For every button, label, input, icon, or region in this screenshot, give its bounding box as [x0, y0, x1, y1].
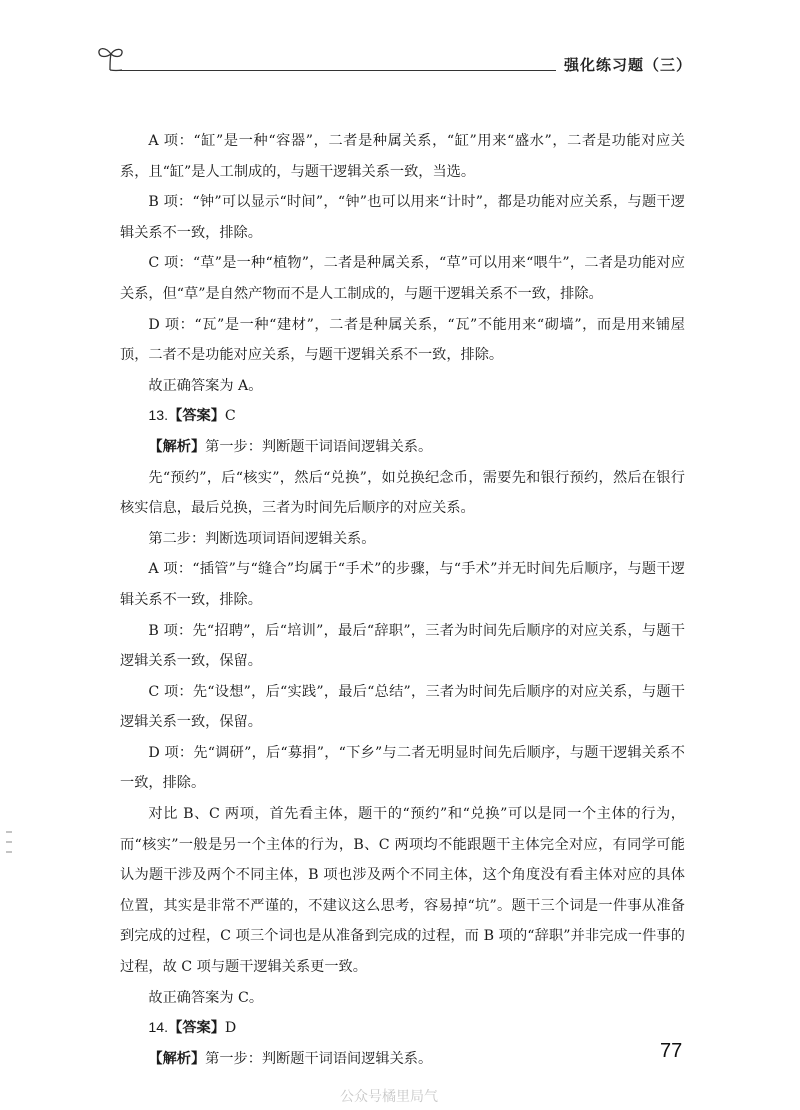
q13-answer-line [120, 401, 685, 432]
q13-paragraph: D 项：先“调研”，后“募捐”，“下乡”与二者无明显时间先后顺序，与题干逻辑关系不一致，排除。 [120, 744, 685, 792]
q13-step1: 第一步：判断题干词语间逻辑关系。 [205, 438, 433, 455]
q14-answer-line [120, 1013, 685, 1044]
q13-answer-tag: 【答案】 [168, 408, 225, 425]
page-content [120, 126, 685, 1074]
q13-paragraph: A 项：“插管”与“缝合”均属于“手术”的步骤，与“手术”并无时间先后顺序，与题干逻辑关系不一致，排除。 [120, 561, 685, 608]
q13-analysis-tag: 【解析】 [148, 438, 206, 455]
option-b-explanation: B 项：“钟”可以显示“时间”，“钟”也可以用来“计时”，都是功能对应关系，与题干逻辑关系不一致，排除。 [120, 194, 685, 241]
q13-conclusion: 故正确答案为 C。 [148, 989, 264, 1006]
q13-answer: C [224, 408, 236, 425]
page-number: 77 [660, 1040, 683, 1062]
q14-analysis-tag: 【解析】 [148, 1050, 206, 1067]
header-rule [118, 70, 556, 71]
q13-paragraph: 对比 B、C 两项，首先看主体，题干的“预约”和“兑换”可以是同一个主体的行为，而“核实”一般是另一个主体的行为，B、C 两项均不能跟题干主体完全对应，有同学可能认为题干涉及两个不同主体，B 项也涉及两个不同主体，这个角度没有看主体对应的具体位置，其实是非常不严谨的，不建议这么思考，容易掉“坑”。题干三个词是一件事从准备到完成的过程，C 项三个词也是从准备到完成的过程，而 B 项的“辞职”并非完成一件事的过程，故 C 项与题干逻辑关系更一致。 [120, 806, 685, 976]
option-c-explanation: C 项：“草”是一种“植物”，二者是种属关系，“草”可以用来“喂牛”，二者是功能对应关系，但“草”是自然产物而不是人工制成的，与题干逻辑关系不一致，排除。 [120, 255, 685, 302]
q13-number: 13. [148, 408, 169, 425]
watermark: 公众号橘里局气 [340, 1089, 438, 1105]
q14-number: 14. [148, 1020, 169, 1037]
crop-marks [4, 830, 14, 860]
header-title: 强化练习题（三） [563, 56, 692, 74]
q14-step1: 第一步：判断题干词语间逻辑关系。 [205, 1050, 433, 1067]
q13-analysis-line [120, 432, 685, 463]
q14-analysis-line [120, 1044, 685, 1075]
sprout-icon [96, 40, 126, 74]
q13-paragraph: 先“预约”，后“核实”，然后“兑换”，如兑换纪念币，需要先和银行预约，然后在银行核实信息，最后兑换，三者为时间先后顺序的对应关系。 [120, 469, 685, 517]
q13-paragraph: 第二步：判断选项词语间逻辑关系。 [148, 530, 376, 547]
q13-paragraph: C 项：先“设想”，后“实践”，最后“总结”，三者为时间先后顺序的对应关系，与题干逻辑关系一致，保留。 [120, 683, 685, 731]
option-a-explanation: A 项：“缸”是一种“容器”，二者是种属关系，“缸”用来“盛水”，二者是功能对应关系，且“缸”是人工制成的，与题干逻辑关系一致，当选。 [120, 133, 685, 180]
q13-paragraph: B 项：先“招聘”，后“培训”，最后“辞职”，三者为时间先后顺序的对应关系，与题干逻辑关系一致，保留。 [120, 622, 685, 670]
conclusion: 故正确答案为 A。 [148, 377, 263, 394]
page-header [96, 40, 696, 80]
q14-answer: D [224, 1020, 237, 1037]
q14-answer-tag: 【答案】 [168, 1020, 225, 1037]
option-d-explanation: D 项：“瓦”是一种“建材”，二者是种属关系，“瓦”不能用来“砌墙”，而是用来铺屋顶，二者不是功能对应关系，与题干逻辑关系不一致，排除。 [120, 316, 685, 364]
